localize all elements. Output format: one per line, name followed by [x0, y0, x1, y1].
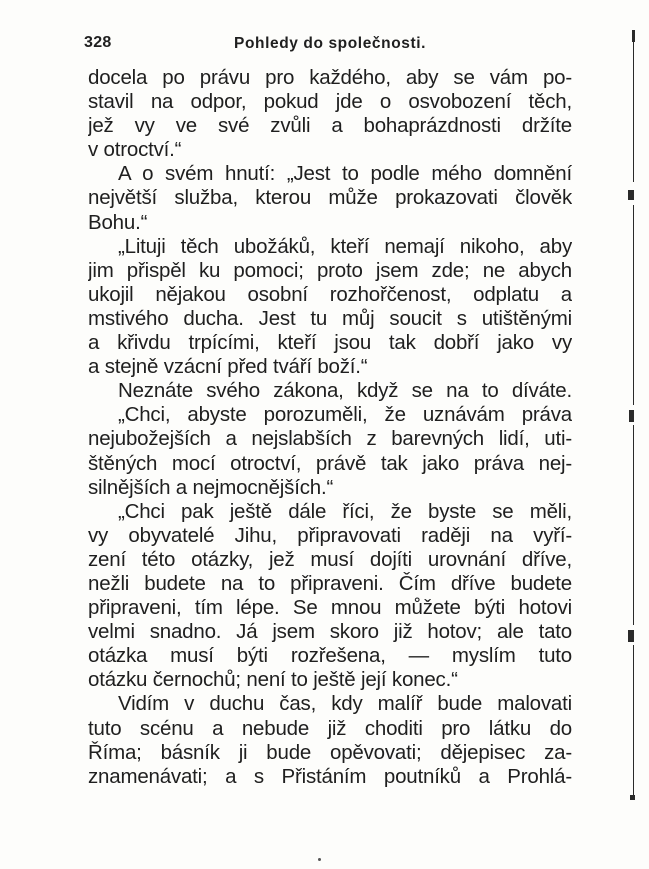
text-line: největší služba, kterou může prokazovati člověk	[88, 186, 572, 210]
text-line: stavil na odpor, pokud jde o osvobození těch,	[88, 90, 572, 114]
binding-mark	[632, 30, 635, 42]
text-line: Bohu.“	[88, 210, 148, 234]
text-line: nežli budete na to připraveni. Čím dříve budete	[88, 571, 572, 595]
text-line: tuto scénu a nebude již choditi pro látku do	[88, 716, 572, 740]
running-head-title: Pohledy do společnosti.	[234, 35, 427, 52]
binding-mark	[633, 425, 634, 625]
binding-mark	[628, 190, 634, 200]
text-line: nejubožejších a nejslabších z barevných lidí, uti-	[88, 427, 572, 451]
text-line: otázka musí býti rozřešena, — myslím tuto	[88, 644, 572, 668]
text-line: otázku černochů; není to ještě její konec.“	[88, 668, 458, 692]
binding-edge	[632, 30, 635, 800]
binding-mark	[630, 795, 635, 800]
text-line: docela po právu pro každého, aby se vám po-	[88, 66, 572, 89]
text-line: štěných mocí otroctví, právě tak jako práva nej-	[88, 451, 572, 475]
text-line: A o svém hnutí: „Jest to podle mého domnění	[118, 162, 572, 186]
text-line: Neznáte svého zákona, když se na to díváte.	[118, 379, 572, 403]
text-line: připraveni, tím lépe. Se mnou můžete býti hotovi	[88, 596, 572, 620]
running-head	[84, 34, 570, 56]
text-line: „Chci pak ještě dále říci, že byste se měli,	[118, 499, 572, 523]
page-number: 328	[84, 34, 112, 51]
text-line: jim přispěl ku pomoci; proto jsem zde; ne abych	[88, 258, 572, 282]
text-line: „Lituji těch ubožáků, kteří nemají nikoho, aby	[118, 234, 572, 258]
text-line: Vidím v duchu čas, kdy malíř bude malovati	[118, 692, 572, 716]
text-line: silnějších a nejmocnějších.“	[88, 475, 334, 499]
body-text	[88, 66, 572, 789]
binding-mark	[628, 630, 634, 642]
text-line: mstivého ducha. Jest tu můj soucit s utištěnými	[88, 306, 572, 330]
text-line: „Chci, abyste porozuměli, že uznávám práva	[118, 403, 572, 427]
binding-mark	[633, 42, 634, 182]
text-line: vy obyvatelé Jihu, připravovati raději na vyří-	[88, 523, 572, 547]
text-line: zení této otázky, jež musí dojíti urovnání dříve,	[88, 547, 572, 571]
scan-speck	[318, 858, 321, 861]
text-line: znamenávati; a s Přistáním poutníků a Prohlá-	[88, 764, 572, 788]
binding-mark	[633, 205, 634, 405]
text-line: velmi snadno. Já jsem skoro již hotov; ale tato	[88, 620, 572, 644]
text-line: a křivdu trpícími, kteří jsou tak dobří jako vy	[88, 331, 572, 355]
text-line: ukojil nějakou osobní rozhořčenost, odplatu a	[88, 282, 572, 306]
text-line: Říma; básník ji bude opěvovati; dějepisec za-	[88, 740, 572, 764]
text-line: a stejně vzácní před tváří boží.“	[88, 355, 368, 379]
text-line: jež vy ve své zvůli a bohaprázdnosti držíte	[88, 114, 572, 138]
binding-mark	[629, 410, 634, 422]
text-line: v otroctví.“	[88, 138, 182, 162]
binding-mark	[633, 645, 634, 795]
